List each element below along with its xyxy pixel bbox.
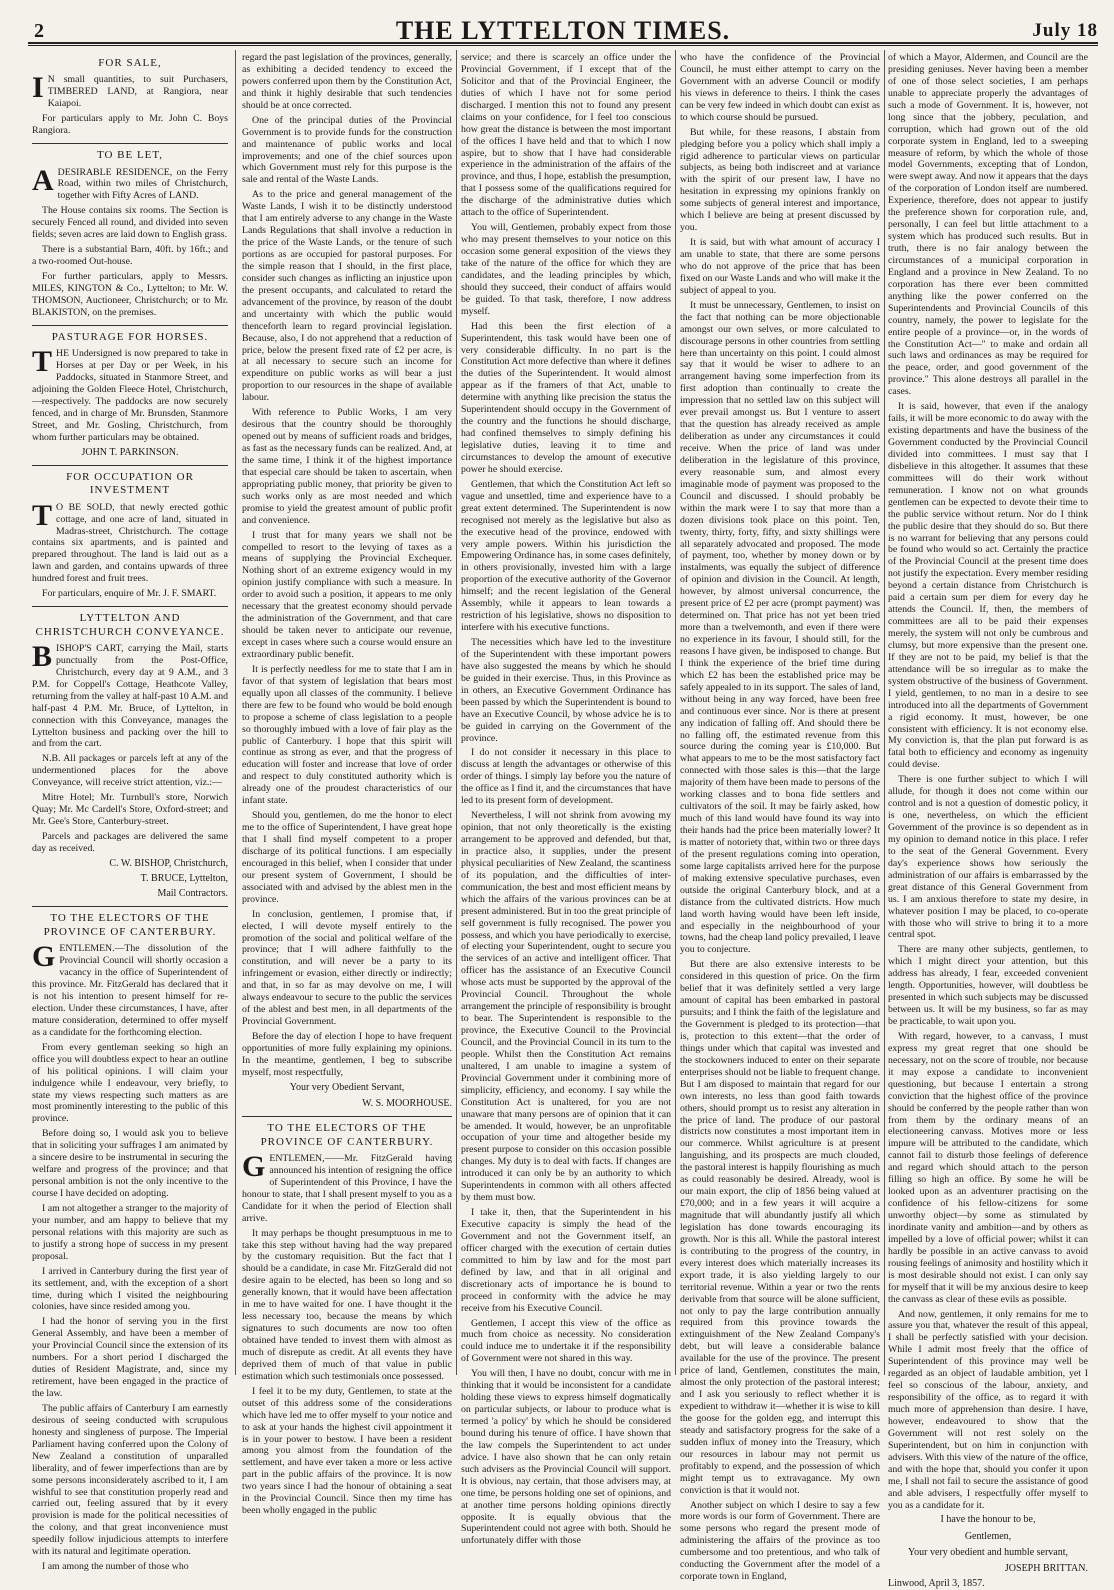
electors-heading-2: TO THE ELECTORS OF THE PROVINCE OF CANTERBURY.	[260, 1122, 434, 1148]
page-number: 2	[34, 20, 44, 42]
column-1	[32, 52, 228, 1573]
newspaper-title: THE LYTTELTON TIMES.	[395, 16, 731, 45]
occupation-text: T O BE SOLD, that newly erected gothic cottage, and one acre of land, situated in Madras-street, Christchurch. The cottage contains six apartments, and is painted and prepared throughout. The land is laid out as a lawn and garden, and contains upwards of three hundred forest and fruit trees.	[32, 498, 228, 585]
for-sale-text: I N small quantities, to suit Purchasers, TIMBERED LAND, at Rangiora, near Kaiapoi.	[32, 71, 228, 110]
column-4	[680, 52, 880, 1583]
to-let-house: The House contains six rooms. The Section is securely Fenced all round, and divided into seven fields; seven acres are laid down to English grass.	[32, 205, 228, 241]
moorhouse-paragraph: With reference to Public Works, I am very desirous that the country should be thoroughly opened out by means of sufficient roads and bridges, as fast as the necessary funds can be realized. And, at the same time, I think it of the highest importance that especial care should be taken to ascertain, when appropriating public money, that priority be given to such works only as are most needed and which promise to yield the greatest amount of public profit and convenience.	[242, 407, 452, 526]
column-5	[888, 52, 1088, 1590]
electors-paragraph: I had the honor of serving you in the first General Assembly, and have been a member of your Provincial Council since the extension of its numbers. For a short period I discharged the duties of Resident Magistrate, and, since my retirement, have been engaged in the practice of the law.	[32, 1316, 228, 1400]
column-divider	[456, 50, 457, 1375]
conveyance-heading: LYTTELTON AND CHRISTCHURCH CONVEYANCE.	[35, 612, 225, 638]
dropcap: G	[32, 940, 56, 974]
to-let-heading: TO BE LET,	[96, 149, 164, 162]
ad-separator	[32, 325, 228, 326]
brittan-paragraph: With regard, however, to a canvass, I must express my great regret that one should be necessary, not on the score of trouble, nor because it may expose a candidate to inconvenient questioning, but because I entertain a strong conviction that the highest office of the province should be conferred by the people rather than won from them by the ordinary means of an electioneering canvass. Motives more or less impure will be attributed to the candidate, which cannot fail to disturb those feelings of deference and regard which should attach to the person filling so high an office. By some he will be looked upon as an adventurer practising on the confidence of his fellow-citizens for some unworthy object—by some as stimulated by inordinate vanity and ambition—and by others as impelled by a love of official power; whilst it can hardly be possible in an active canvass to avoid rousing feelings of animosity and hostility which it is most desirable should not exist. I can only say for myself that it will be my anxious desire to keep the canvass as clear of these evils as possible.	[888, 1030, 1088, 1305]
dropcap: T	[32, 498, 53, 532]
conveyance-text: BISHOP'S CART, carrying the Mail, starts punctually from the Post-Office, Christchurch, every day at 9 A.M., and 3 P.M. for Coppell's Cottage, Heathcote Valley, returning from the valley at half-past 10 A.M. and half-past 4 P.M. Mr. Bruce, of Lyttelton, in connection with this Conveyance, manages the Lyttelton business and packing over the hill to and from the cart.	[32, 639, 228, 750]
brittan-paragraph: of which a Mayor, Aldermen, and Council are the presiding geniuses. Never having been a member of one of those select societies, I am perhaps unable to appreciate properly the advantages of such a mode of Government. It is, however, not long since that the jobbery, peculation, and corruption, which had grown out of the old corporate system in England, led to a sweeping measure of reform, by which the whole of those model Governments, excepting that of London, were swept away. And now it appears that the days of the corporation of London itself are numbered. Experience, therefore, does not appear to justify the preference shown for corporation rule, and, personally, I can feel but little attachment to a system which has produced such results. But in truth, there is no fair analogy between the circumstances of a municipal corporation in England and a province in New Zealand. To no corporation has there ever been committed anything like the power conferred on the Superintendents and Provincial Councils of this country, namely, the power to legislate for the entire people of a province—or, in the words of the Constitution Act—" to make and ordain all such laws and ordinances as may be required for the peace, order, and good government of the province." This alone destroys all parallel in the cases.	[888, 52, 1088, 398]
brittan-closing: I have the honour to be,	[940, 1514, 1036, 1526]
pasturage-heading: PASTURAGE FOR HORSES.	[51, 330, 209, 343]
dropcap: T	[32, 345, 53, 379]
for-sale-particulars: For particulars apply to Mr. John C. Boys Rangiora.	[32, 113, 228, 137]
column-2	[242, 52, 452, 1517]
conveyance-delivery: Parcels and packages are delivered the same day as received.	[32, 831, 228, 854]
moorhouse-signature: W. S. MOORHOUSE.	[362, 1097, 452, 1109]
brittan-paragraph: But while, for these reasons, I abstain from pledging before you a policy which shall imply a rigid adherence to particular views on particular subjects, as being both indiscreet and at variance with the spirit of our present law, I have no hesitation in expressing my opinions frankly on some subjects of general interest and importance, which I believe are being at present discussed by you.	[680, 126, 880, 234]
brittan-paragraph: It may perhaps be thought presumptuous in me to take this step without having had the way prepared by the customary requisition. But the fact that I should be a candidate, in case Mr. FitzGerald did not desire again to be elected, has been so long and so generally known, that it would have been affectation in me to have waited for one. I have thought it the less necessary too, because the means by which signatures to such documents are now too often obtained have tended to invest them with almost as much of disrepute as credit. At all events they have deprived them of much of that value in public estimation which such testimonials once possessed.	[242, 1227, 452, 1382]
moorhouse-paragraph: I trust that for many years we shall not be compelled to resort to the levying of taxes as a means of supplying the Provincial Exchequer. Nothing short of an extreme exigency would in my opinion justify compliance with such a measure. In order to avoid such a position, it appears to me only necessary that the greatest economy should pervade the administration of the Government, and that care should be taken never to anticipate our revenue, except in cases where such a course would ensure an extraordinary public benefit.	[242, 529, 452, 660]
moorhouse-paragraph: regard the past legislation of the provinces, generally, as exhibiting a decided tendency to exceed the powers conferred upon them by the Constitution Act, and think it highly desirable that such tendencies should be at once corrected.	[242, 52, 452, 111]
occupation-heading: FOR OCCUPATION OR INVESTMENT	[66, 470, 194, 497]
brittan-servant-line: Your very obedient and humble servant,	[907, 1546, 1069, 1558]
electors-paragraph: From every gentleman seeking so high an office you will doubtless expect to hear an outline of his political opinions. I will claim your indulgence while I endeavour, very briefly, to state my views respecting such matters as are most prominently interesting to the public of this province.	[32, 1041, 228, 1125]
column-divider	[884, 50, 885, 1375]
electors-paragraph: The public affairs of Canterbury I am earnestly desirous of seeing conducted with scrupulous honesty and singleness of purpose. The Imperial Parliament having conferred upon the Colony of New Zealand a constitution of unparalled liberality, and of fewer imperfections than are by some persons inconsiderately ascribed to it, I am wishful to see that constitution properly read and carried out, feeling assured that by it every provision is made for the political necessities of the colony, and that great inconvenience must speedily follow injudicious attempts to interfere with its natural and legitimate operation.	[32, 1402, 228, 1558]
moorhouse-paragraph: One of the principal duties of the Provincial Government is to provide funds for the construction and maintenance of public works and local improvements; and one of the chief sources upon which Government must rely for this purpose is the sale and rental of the Waste Lands.	[242, 114, 452, 186]
moorhouse-paragraph: Before the day of election I hope to have frequent opportunities of more fully explaining my opinions. In the meantime, gentlemen, I beg to subscribe myself, most respectfully,	[242, 1031, 452, 1078]
brittan-signature: JOSEPH BRITTAN.	[1004, 1563, 1088, 1574]
conveyance-signature-role: Mail Contractors.	[157, 888, 228, 900]
conveyance-places: Mitre Hotel; Mr. Turnbull's store, Norwich Quay; Mr. Mc Cardell's Store, Oxford-street; and Mr. Gee's Store, Canterbury-street.	[32, 792, 228, 828]
ad-separator	[32, 906, 228, 907]
masthead-rule	[28, 42, 1098, 44]
to-let-barn: There is a substantial Barn, 40ft. by 16ft.; and a two-roomed Out-house.	[32, 244, 228, 268]
brittan-paragraph: And now, gentlemen, it only remains for me to assure you that, whatever the result of this appeal, I shall be perfectly satisfied with your decision. While I admit most freely that the office of Superintendent of this province may well be regarded as an object of laudable ambition, yet I feel so conscious of the labour, anxiety, and responsibility of the office, as to regard it with much more of apprehension than desire. I have, however, endeavoured to show that the Government will not rest solely on the Superintendent, but on him in conjunction with advisers. With this view of the nature of the office, and with the hope that, should you confer it upon me, I shall not fail to secure the assistance of good and able advisers, I respectfully offer myself to you as a candidate for it.	[888, 1308, 1088, 1511]
ad-separator	[242, 1116, 452, 1117]
brittan-paragraph: Had this been the first election of a Superintendent, this task would have been one of very considerable difficulty. In no part is the Constitution Act more defective than where it defines the duties of the Superintendent. It would almost appear as if the framers of that Act, unable to determine with anything like precision the status the Superintendent should occupy in the Government of the country and the functions he should discharge, had confined themselves to simply defining his legislative duties, leaving it to time and circumstances to develop the amount of executive power he should exercise.	[461, 320, 671, 475]
moorhouse-paragraph: Should you, gentlemen, do me the honor to elect me to the office of Superintendent, I have great hope that I shall find myself competent to a proper discharge of its political functions. I am especially encouraged in this belief, when I consider that under our present system of Government, I should be associated with and advised by the ablest men in the province.	[242, 810, 452, 905]
occupation-particulars: For particulars, enquire of Mr. J. F. SMART.	[42, 588, 217, 600]
ad-separator	[32, 465, 228, 466]
dropcap: B	[32, 639, 53, 673]
moorhouse-paragraph: It is perfectly needless for me to state that I am in favor of that system of legislation that bears most equally upon all classes of the community. I believe there are few to be found who would be bold enough to propose a scheme of class legislation to a people so thoroughly imbued with a love of fair play as the public of Canterbury. I hope that this spirit will continue as strong as ever, and that the progress of education will foster and increase that love of order and respect to duly constituted authority which is already one of the proudest characteristics of our infant state.	[242, 663, 452, 807]
brittan-paragraph: It is said, but with what amount of accuracy I am unable to state, that there are some persons who do not approve of the price that has been fixed on our Waste Lands and who will make it the subject of appeal to you.	[680, 237, 880, 296]
brittan-paragraph: I feel it to be my duty, Gentlemen, to state at the outset of this address some of the considerations which have led me to offer myself to your notice and to ask at your hands the highest civil appointment it is in your power to bestow. I have been a resident among you almost from the foundation of the settlement, and have ever taken a more or less active part in the public affairs of the province. It is now two years since I had the honour of obtaining a seat in the Provincial Council. Since then my time has been wholly engaged in the public	[242, 1385, 452, 1517]
brittan-paragraph: You will, Gentlemen, probably expect from those who may present themselves to your notice on this occasion some general exposition of the views they take of the nature of the office for which they are candidates, and the leading principles by which, should they succeed, their conduct of affairs would be guided. To that task, therefore, I now address myself.	[461, 222, 671, 317]
brittan-paragraph: Another subject on which I desire to say a few more words is our form of Government. There are some persons who regard the present mode of administering the affairs of the province as too cumbersome and too pretentious, and who talk of conducting the Government after the model of a corporate town in England,	[680, 1499, 880, 1583]
brittan-paragraph: It must be unnecessary, Gentlemen, to insist on the fact that nothing can be more objectionable amongst our own selves, or more calculated to discourage persons in other countries from settling here than uncertainty on this point. I could almost say that it would be wiser to adhere to an arrangement having some imperfection from its first adoption than continually to create the impression that no settled law on this subject will ever prevail amongst us. But I venture to assert that the question has already received as ample deliberation as under any circumstances it could receive. When the price of land was under deliberation in the legislature of this province, every reasonable sum, and almost every imaginable mode of payment was proposed to the Council and discussed. I should probably be within the mark were I to say that more than a dozen divisions took place on this point. Ten, twenty, thirty, forty, fifty, and sixty shillings were all separately advocated and proposed. The mode of payment, too, whether by money down or by instalments, was equally the subject of difference of opinion and division in the Council. At length, however, by almost universal concurrence, the present price of £2 per acre (prompt payment) was determined on. That price has not yet been tried more than a twelvemonth, and even if there were no experience in its favour, I should still, for the reasons I have given, be indisposed to change. But I think the experience of the brief time during which £2 has been the established price may be safely appealed to in its support. The sales of land, without being in any way forced, have been free and continuous ever since. Nor is there at present any indication of falling off. And should there be no falling off, the estimated revenue from this source during the coming year is £10,000. But what appears to me to be the most satisfactory fact connected with those sales is this—that the large majority of them have been made to persons of the working classes and to bona fide settlers and cultivators of the soil. It may be fairly asked, how much of this land would have found its way into their hands had the price been materially lower? It is matter of notoriety that, within two or three days of the present regulations coming into operation, some large capitalists arrived here for the purpose of making extensive speculative purchases, even outside the original Canterbury block, and at a distance from the cultivated districts. How much land worth having would have been left inside, and especially in the neighbourhood of your towns, had the cheap land policy prevailed, I leave you to conjecture.	[680, 299, 880, 956]
masthead	[28, 8, 1098, 45]
column-3	[461, 52, 671, 1547]
pasturage-signature: JOHN T. PARKINSON.	[81, 446, 179, 458]
brittan-salutation: Gentlemen,	[964, 1530, 1012, 1542]
brittan-dateline: Linwood, April 3, 1857.	[888, 1578, 985, 1590]
dropcap: G	[242, 1149, 266, 1183]
brittan-paragraph: Gentlemen, I accept this view of the office as much from choice as necessity. No consideration could induce me to undertake it if the responsibility of Government were not shared in this way.	[461, 1317, 671, 1365]
column-divider	[235, 50, 236, 1375]
ad-separator	[32, 143, 228, 144]
brittan-paragraph: It is said, however, that even if the analogy fails, it will be more economic to do away with the existing departments and have the business of the Government conducted by the Provincial Council divided into committees. I must say that I disbelieve in this altogether. It assumes that these committees will do their work without remuneration. I know not on what grounds gentlemen can be expected to devote their time to the public service without return. Nor do I think the public desire that they should do so. But there is no warrant for believing that any persons could be found who would so act. Certainly the practice of the Provincial Council at the present time does not justify the expectation. Every member residing beyond a certain distance from Christchurch is paid a certain sum per diem for every day he attends the Council. If, then, the members of committees are all to be paid their expenses merely, the system will not only be cumbrous and clumsy, but more expensive than the present one. If they are not to be paid, my belief is that the attendance will be so irregular as to make the system obstructive of the business of Government. I yield, gentlemen, to no man in a desire to see introduced into all the departments of Government a rigid economy. It must, however, be one consistent with efficiency. It is not economy else. My conviction is, that the plan put forward is as fatal both to efficiency and economy as ingenuity could devise.	[888, 401, 1088, 771]
to-let-text: ADESIRABLE RESIDENCE, on the Ferry Road, within two miles of Christchurch, together with Fifty Acres of LAND.	[32, 163, 228, 202]
brittan-paragraph: who have the confidence of the Provincial Council, he must either attempt to carry on the Government with an adverse Council or modify his views in deference to theirs. I think the cases can be very few indeed in which doubt can exist as to which course should be pursued.	[680, 52, 880, 123]
brittan-paragraph: There are many other subjects, gentlemen, to which I might direct your attention, but this address has already, I fear, exceeded convenient length. Opportunities, however, will doubtless be presented in which such subjects may be discussed between us. It will be my business, so far as may be practicable, to wait upon you.	[888, 944, 1088, 1027]
brittan-paragraph: Gentlemen, that which the Constitution Act left so vague and unsettled, time and experience have to a great extent determined. The Superintendent is now recognised not merely as the legislative but also as the executive head of the province, endowed with very ample powers. Within his jurisdiction the Empowering Ordinance has, in some cases definitely, in others provisionally, invested him with a large proportion of the executive authority of the Governor himself; and the recent legislation of the General Assembly, while it appears to lean towards a restriction of his legislative, shows no disposition to interfere with his executive functions.	[461, 478, 671, 634]
electors-heading: TO THE ELECTORS OF THE PROVINCE OF CANTERBURY.	[43, 912, 217, 938]
for-sale-heading: FOR SALE,	[98, 57, 162, 69]
brittan-paragraph: I take it, then, that the Superintendent in his Executive capacity is simply the head of the Government and not the Government itself, an officer charged with the execution of certain duties committed to him by law and for the most part defined by law, and that in all original and discretionary acts of importance he is bound to proceed in conformity with the advice he may receive from his Executive Council.	[461, 1207, 671, 1314]
ad-separator	[32, 606, 228, 607]
brittan-paragraph: The necessities which have led to the investiture of the Superintendent with these important powers have also suggested the means by which he should be guided in their exercise. Thus, in this Province as in others, an Executive Government Ordinance has been passed by which the Superintendent is bound to have an Executive Council, by whose advice he is to be guided in carrying on the Government of the province.	[461, 637, 671, 744]
brittan-paragraph: I do not consider it necessary in this place to discuss at length the advantages or otherwise of this order of things. I simply lay before you the nature of the office as I find it, and the circumstances that have led to its present form of development.	[461, 747, 671, 807]
column-divider	[675, 50, 676, 1375]
brittan-paragraph: service; and there is scarcely an office under the Provincial Government, if I except that of the Solicitor and that of the Provincial Engineer, the duties of which I have not for some period discharged. I mention this not to found any present claims on your confidence, for I feel too conscious how great the distance is between the most important of the offices I have held and that to which I now aspire, but to show that I have had considerable experience in the administration of the affairs of the province, and thus, I hope, establish the presumption, that I possess some of the qualifications required for the discharge of the administrative duties which attach to the office of Superintendent.	[461, 52, 671, 219]
issue-date: July 18	[1032, 20, 1098, 41]
dropcap: A	[32, 163, 54, 197]
electors-paragraph: I am not altogether a stranger to the majority of your number, and am happy to believe that my personal relations with this majority are such as to justify a strong hope of success in my present proposal.	[32, 1202, 228, 1262]
brittan-paragraph: There is one further subject to which I will allude, for though it does not come within our control and is not a question of domestic policy, it is one, nevertheless, on which the efficient Government of the province is so dependent as in my opinion to demand notice in this place. I refer to the seat of the General Government. Every day's experience shows how seriously the administration of our affairs is embarrassed by the great distance of this General Government from us. I am anxious therefore to state my desire, in whatever position I may be placed, to co-operate with those who will strive to bring it to a more central spot.	[888, 774, 1088, 941]
brittan-paragraph: Nevertheless, I will not shrink from avowing my opinion, that not only theoretically is the existing arrangement to be approved and defended, but that, in practice also, it supplies, under the present physical peculiarities of New Zealand, the scantiness of its population, and the difficulties of inter-communication, the best and most efficient means by which the affairs of the various provinces can be at present administered. But in too the great principle of self government is fully recognised. The power you possess, and which you have periodically to exercise, of electing your Superintendent, ought to secure you the services of an active and intelligent officer. That officer has the assistance of an Executive Council whose acts must be supported by the approval of the Provincial Council. Throughout the whole arrangement the principle of responsibility is brought to bear. The Superintendent is responsible to the province, the Executive Council to the Provincial Council, and the Provincial Council in its turn to the people. Whilst then the Constitution Act remains unaltered, I am unable to imagine a system of Provincial Government under it combining more of simplicity, efficiency, and economy. I say while the Constitution Act is unaltered, for you are not unaware that many persons are of opinion that it can be amended. It would, however, be an unprofitable occupation of your time and altogether beside my present purpose to consider on this occasion possible changes. My duty is to deal with facts. If changes are introduced it can only be by an authority to which Superintendents in common with all others affected by them must bow.	[461, 810, 671, 1204]
brittan-paragraph: You will then, I have no doubt, concur with me in thinking that it would be inconsistent for a candidate holding these views to express himself dogmatically on particular subjects, or labour to produce what is termed 'a policy' by which he should be considered bound during his tenure of office. I have shown that the law compels the Superintendent to act under advice. I have also shown that he can only retain such advisers as the Provincial Council will support. It is obvious, nay certain, that those advisers may, at one time, be persons holding one set of opinions, and at another time persons holding opinions directly opposite. It is equally obvious that the Superintendent could not agree with both. Should he unfortunately differ with those	[461, 1368, 671, 1547]
to-let-particulars: For further particulars, apply to Messrs. MILES, KINGTON & Co., Lyttelton; to Mr. W. THOMSON, Auctioneer, Christchurch; or to Mr. BLAKISTON, on the premises.	[32, 271, 228, 318]
dropcap: I	[32, 71, 44, 105]
brittan-paragraph: But there are also extensive interests to be considered in this question of price. On the firm belief that it was definitely settled a very large amount of capital has been embarked in pastoral pursuits; and I think the faith of the legislature and the Government is pledged to its protection—that is, protection to this extent—that the order of things under which that capital was invested and the stockowners induced to enter on their separate enterprises should not be liable to frequent change. But I am disposed to maintain that regard for our own interests, no less than good faith towards others, should prompt us to resist any alteration in the price of land. The produce of our pastoral districts now constitutes a most important item in our commerce. Whilst agriculture is at present languishing, and its prospects are much clouded, the pastoral interest is happily flourishing as much as could reasonably be desired. Already, wool is our main export, the clip of 1856 being valued at £70,000; and in a few years it will acquire a magnitude that will abundantly justify all which legislation has done towards encouraging its growth. Nor is this all. While the pastoral interest is contributing to the progress of the country, in every interest does which materially increases its export trade, it is also yielding largely to our territorial revenue. Within a year or two the rents derivable from that source will be alone sufficient, not only to pay the large contribution annually required from this province towards the extinguishment of the New Zealand Company's debt, but will leave a considerable balance available for the use of the province. The present price of land, Gentlemen, constitutes the main, almost the only protection of the pastoral interest; and I ask you seriously to reflect whether it is expedient to withdraw it—whether it is wise to kill the goose for the golden egg, and interrupt this steady and satisfactory progress for the sake of a sudden influx of money into the Treasury, which our resources in labour may not permit us profitably to expend, and the possession of which might tempt us to extravagance. My own conviction is that it would not.	[680, 959, 880, 1496]
pasturage-text: THE Undersigned is now prepared to take in Horses at per Day or per Week, in his Paddocks, situated in Stanmore Street, and adjoining the Golden Fleece Hotel, Christchurch,—respectively. The paddocks are now securely fenced, and in charge of Mr. Brunsden, Stanmore Street, and Mr. Gosling, Christchurch, from whom further particulars may be obtained.	[32, 345, 228, 443]
electors-paragraph: GENTLEMEN.—The dissolution of the Provincial Council will shortly occasion a vacancy in the office of Superintendent of this province. Mr. FitzGerald has declared that it is not his intention to present himself for re-election. Under these circumstances, I have, after mature consideration, determined to offer myself as a candidate for the forthcoming election.	[32, 940, 228, 1038]
conveyance-signature-bishop: C. W. BISHOP, Christchurch,	[109, 857, 228, 869]
electors-paragraph: I am among the number of those who	[42, 1561, 189, 1573]
electors-paragraph: I arrived in Canterbury during the first year of its settlement, and, with the exception of a short time, during which I visited the neighbouring colonies, have since resided among you.	[32, 1265, 228, 1313]
electors-paragraph: Before doing so, I would ask you to believe that in soliciting your suffrages I am animated by a sincere desire to be instrumental in securing the welfare and progress of the province; and that personal ambition is not the only incentive to the course I have decided on adopting.	[32, 1128, 228, 1200]
moorhouse-paragraph: In conclusion, gentlemen, I promise that, if elected, I will devote myself entirely to the promotion of the social and political welfare of the province; that I will adhere faithfully to the constitution, and will never be a party to its infringement or evasion, either directly or indirectly; and that, in so far as may devolve on me, I will always endeavour to secure to the public the services of the ablest and best men, in all departments of the Provincial Government.	[242, 908, 452, 1028]
conveyance-nb: N.B. All packages or parcels left at any of the undermentioned places for the above Conveyance, will receive strict attention, viz.:—	[32, 753, 228, 789]
conveyance-signature-bruce: T. BRUCE, Lyttelton,	[140, 873, 228, 885]
moorhouse-closing: Your very Obedient Servant,	[289, 1081, 405, 1093]
moorhouse-paragraph: As to the price and general management of the Waste Lands, I wish it to be distinctly understood that I am entirely adverse to any change in the Waste Lands Regulations that shall involve a reduction in the price of the Waste Lands, or the tenure of such portions as are occupied for pastoral purposes. For the simple reason that I should, in the first place, consider such changes as inflicting an injustice upon the present occupants, and calculated to retard the advancement of the province, by reason of the doubt and uncertainty with which the public would thenceforth learn to regard provincial legislation. Because, also, I do not apprehend that a reduction of price, below the present fixed rate of £2 per acre, is at all necessary to secure such an income for expenditure on public works as will bear a just proportion to our resources in the shape of available labour.	[242, 189, 452, 404]
masthead-rule-thin	[28, 45, 1098, 46]
brittan-paragraph: GENTLEMEN,——Mr. FitzGerald having announced his intention of resigning the office of Superintendent of this Province, I have the honour to state, that I shall present myself to you as a Candidate for it when the period of Election shall arrive.	[242, 1149, 452, 1224]
